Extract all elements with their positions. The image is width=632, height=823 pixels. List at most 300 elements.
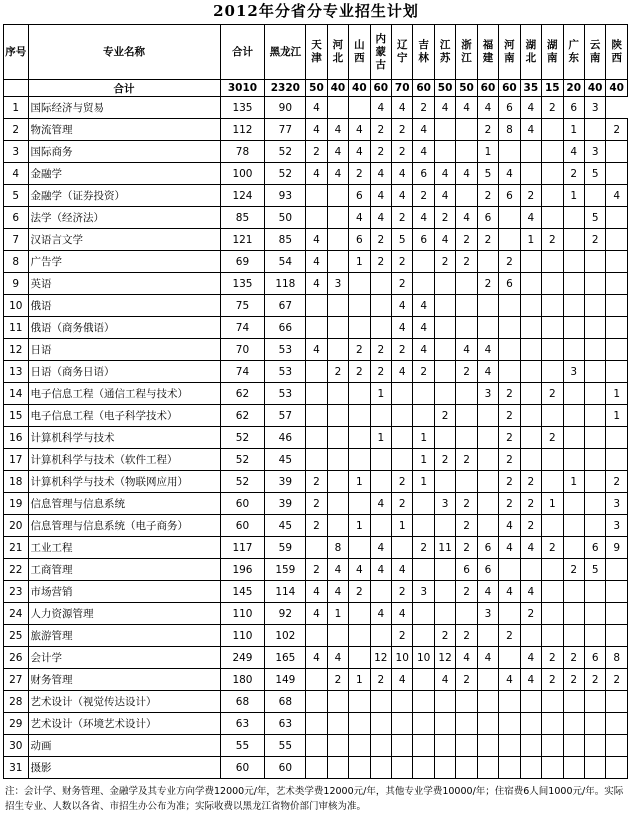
row-count: 2: [370, 119, 391, 141]
row-count: 2: [349, 581, 370, 603]
row-count: 2: [456, 515, 477, 537]
row-count: 4: [413, 141, 434, 163]
header-province: 河北: [327, 25, 348, 80]
row-count: [477, 317, 498, 339]
table-row: [4, 339, 628, 361]
row-count: [542, 625, 563, 647]
row-count: [413, 757, 434, 779]
row-count: 6: [413, 163, 434, 185]
row-count: 3: [327, 273, 348, 295]
row-count: 2: [477, 119, 498, 141]
row-count: [327, 515, 348, 537]
row-count: [584, 515, 605, 537]
row-total: 249: [220, 647, 265, 669]
row-count: [584, 603, 605, 625]
row-seq: 25: [4, 625, 29, 647]
row-count: 1: [349, 515, 370, 537]
row-count: [349, 427, 370, 449]
row-count: [542, 449, 563, 471]
row-count: [520, 163, 541, 185]
row-count: [606, 207, 628, 229]
row-count: 1: [520, 229, 541, 251]
row-count: [542, 119, 563, 141]
row-count: 4: [413, 339, 434, 361]
row-count: 2: [456, 251, 477, 273]
table-row: [4, 361, 628, 383]
row-count: 52: [265, 141, 306, 163]
row-count: [499, 207, 520, 229]
row-seq: 15: [4, 405, 29, 427]
header-province: 江苏: [434, 25, 455, 80]
row-count: [606, 229, 628, 251]
row-seq: 2: [4, 119, 29, 141]
row-count: 2: [499, 383, 520, 405]
row-count: [606, 361, 628, 383]
row-total: 52: [220, 427, 265, 449]
row-count: [306, 757, 327, 779]
row-count: 2: [392, 141, 413, 163]
row-count: 2: [327, 361, 348, 383]
row-count: [456, 735, 477, 757]
row-count: [520, 625, 541, 647]
row-count: [520, 427, 541, 449]
row-count: 4: [499, 515, 520, 537]
row-major-name: 会计学: [28, 647, 220, 669]
row-count: [584, 273, 605, 295]
row-count: 53: [265, 361, 306, 383]
row-count: 5: [392, 229, 413, 251]
total-value: 60: [477, 80, 498, 97]
row-count: [520, 251, 541, 273]
row-count: [434, 383, 455, 405]
row-count: 4: [370, 185, 391, 207]
row-count: [327, 405, 348, 427]
row-major-name: 法学（经济法）: [28, 207, 220, 229]
row-count: [349, 383, 370, 405]
row-count: [327, 97, 348, 119]
table-row: [4, 207, 628, 229]
row-count: 2: [520, 603, 541, 625]
row-count: [327, 625, 348, 647]
row-count: 4: [392, 669, 413, 691]
row-count: [327, 427, 348, 449]
row-count: 2: [306, 141, 327, 163]
row-count: 53: [265, 383, 306, 405]
row-count: 6: [349, 229, 370, 251]
row-count: [584, 493, 605, 515]
row-count: 2: [606, 669, 628, 691]
table-row: [4, 625, 628, 647]
row-count: [306, 317, 327, 339]
row-count: 4: [392, 559, 413, 581]
row-count: [499, 317, 520, 339]
row-count: [349, 493, 370, 515]
row-major-name: 旅游管理: [28, 625, 220, 647]
row-count: 4: [392, 361, 413, 383]
row-major-name: 动画: [28, 735, 220, 757]
row-seq: 12: [4, 339, 29, 361]
row-count: [584, 361, 605, 383]
row-count: 2: [477, 185, 498, 207]
row-count: [413, 691, 434, 713]
row-count: [392, 713, 413, 735]
row-count: 2: [499, 405, 520, 427]
row-count: 2: [370, 669, 391, 691]
row-count: 1: [606, 383, 628, 405]
row-count: [413, 625, 434, 647]
row-count: 4: [392, 163, 413, 185]
row-count: 4: [520, 537, 541, 559]
row-count: [563, 515, 584, 537]
row-count: 52: [265, 163, 306, 185]
row-count: 2: [413, 361, 434, 383]
row-count: 6: [349, 185, 370, 207]
row-major-name: 人力资源管理: [28, 603, 220, 625]
row-count: [606, 449, 628, 471]
row-count: [584, 625, 605, 647]
row-count: 2: [434, 207, 455, 229]
row-count: [349, 317, 370, 339]
row-count: [327, 229, 348, 251]
row-count: [306, 449, 327, 471]
row-count: 2: [392, 251, 413, 273]
row-seq: 31: [4, 757, 29, 779]
table-row: [4, 471, 628, 493]
row-count: 4: [327, 163, 348, 185]
row-major-name: 信息管理与信息系统（电子商务）: [28, 515, 220, 537]
row-count: [520, 339, 541, 361]
row-count: [306, 185, 327, 207]
row-count: [434, 735, 455, 757]
total-seq: [4, 80, 29, 97]
row-count: [392, 537, 413, 559]
row-count: 6: [477, 537, 498, 559]
row-major-name: 广告学: [28, 251, 220, 273]
row-count: 4: [370, 163, 391, 185]
row-count: [306, 537, 327, 559]
row-count: [349, 273, 370, 295]
row-count: 2: [499, 625, 520, 647]
row-count: 6: [563, 97, 584, 119]
row-total: 60: [220, 515, 265, 537]
row-count: [327, 251, 348, 273]
row-total: 68: [220, 691, 265, 713]
row-count: 39: [265, 493, 306, 515]
row-count: 2: [392, 207, 413, 229]
row-seq: 11: [4, 317, 29, 339]
row-total: 62: [220, 383, 265, 405]
row-count: [499, 559, 520, 581]
row-count: [477, 713, 498, 735]
row-count: [542, 713, 563, 735]
row-count: 5: [584, 559, 605, 581]
row-major-name: 信息管理与信息系统: [28, 493, 220, 515]
row-count: [370, 273, 391, 295]
row-count: [477, 251, 498, 273]
row-count: 159: [265, 559, 306, 581]
row-count: [413, 713, 434, 735]
row-count: 6: [499, 97, 520, 119]
row-count: 4: [413, 207, 434, 229]
row-count: [327, 449, 348, 471]
row-seq: 22: [4, 559, 29, 581]
row-count: 4: [477, 581, 498, 603]
row-count: [584, 691, 605, 713]
row-count: [306, 207, 327, 229]
table-row: [4, 273, 628, 295]
row-count: [327, 493, 348, 515]
row-count: [584, 471, 605, 493]
row-count: 4: [520, 119, 541, 141]
row-count: [606, 581, 628, 603]
row-count: 2: [392, 471, 413, 493]
row-count: 4: [306, 97, 327, 119]
header-province: 湖北: [520, 25, 541, 80]
row-total: 74: [220, 361, 265, 383]
row-count: 6: [499, 273, 520, 295]
row-major-name: 汉语言文学: [28, 229, 220, 251]
row-count: [434, 471, 455, 493]
row-total: 63: [220, 713, 265, 735]
row-count: [520, 713, 541, 735]
row-count: [477, 669, 498, 691]
row-count: [392, 757, 413, 779]
row-major-name: 英语: [28, 273, 220, 295]
total-value: 2320: [265, 80, 306, 97]
row-count: [542, 163, 563, 185]
row-count: 102: [265, 625, 306, 647]
row-total: 52: [220, 471, 265, 493]
row-count: 6: [584, 647, 605, 669]
row-count: 67: [265, 295, 306, 317]
row-count: 2: [456, 669, 477, 691]
row-count: [434, 691, 455, 713]
table-row: [4, 515, 628, 537]
row-count: 4: [499, 581, 520, 603]
row-total: 180: [220, 669, 265, 691]
row-count: [434, 603, 455, 625]
row-count: [413, 603, 434, 625]
row-count: 1: [349, 471, 370, 493]
row-seq: 1: [4, 97, 29, 119]
table-row: [4, 295, 628, 317]
row-count: [563, 581, 584, 603]
row-count: 11: [434, 537, 455, 559]
row-major-name: 俄语: [28, 295, 220, 317]
row-count: [606, 251, 628, 273]
total-value: 40: [327, 80, 348, 97]
row-count: 2: [477, 273, 498, 295]
total-value: 70: [392, 80, 413, 97]
row-count: [306, 383, 327, 405]
row-count: [392, 691, 413, 713]
row-count: 85: [265, 229, 306, 251]
row-count: 63: [265, 713, 306, 735]
row-count: [456, 383, 477, 405]
row-count: [542, 361, 563, 383]
row-count: [542, 339, 563, 361]
row-count: 1: [563, 119, 584, 141]
header-total: 合计: [220, 25, 265, 80]
row-count: 4: [456, 647, 477, 669]
row-count: [477, 735, 498, 757]
row-count: [542, 581, 563, 603]
row-count: [327, 735, 348, 757]
row-count: [456, 273, 477, 295]
row-count: [456, 141, 477, 163]
row-major-name: 财务管理: [28, 669, 220, 691]
row-major-name: 金融学: [28, 163, 220, 185]
row-seq: 21: [4, 537, 29, 559]
row-count: [542, 273, 563, 295]
row-count: 2: [584, 229, 605, 251]
table-row: [4, 559, 628, 581]
row-count: 2: [392, 581, 413, 603]
row-count: 2: [456, 449, 477, 471]
row-major-name: 日语（商务日语）: [28, 361, 220, 383]
row-seq: 28: [4, 691, 29, 713]
row-count: [306, 295, 327, 317]
row-count: 1: [563, 471, 584, 493]
row-count: 2: [606, 119, 628, 141]
row-seq: 3: [4, 141, 29, 163]
row-seq: 19: [4, 493, 29, 515]
row-seq: 26: [4, 647, 29, 669]
row-count: [542, 603, 563, 625]
row-count: 1: [606, 405, 628, 427]
row-count: 2: [434, 449, 455, 471]
row-count: 1: [349, 251, 370, 273]
row-count: [392, 383, 413, 405]
table-row: [4, 185, 628, 207]
document-title: 2012年分省分专业招生计划: [213, 2, 419, 20]
row-count: [563, 229, 584, 251]
row-count: [584, 383, 605, 405]
total-value: 20: [563, 80, 584, 97]
total-value: 40: [584, 80, 605, 97]
total-label: 合计: [28, 80, 220, 97]
row-count: 4: [327, 119, 348, 141]
row-count: [584, 713, 605, 735]
header-province: 吉林: [413, 25, 434, 80]
row-count: [499, 295, 520, 317]
row-count: [306, 735, 327, 757]
row-seq: 4: [4, 163, 29, 185]
row-count: [542, 691, 563, 713]
row-count: [413, 735, 434, 757]
row-count: [542, 405, 563, 427]
row-count: 3: [477, 603, 498, 625]
row-count: 4: [520, 669, 541, 691]
row-count: [584, 735, 605, 757]
row-total: 196: [220, 559, 265, 581]
row-count: [392, 735, 413, 757]
header-province: 陕西: [606, 25, 628, 80]
row-count: 4: [520, 581, 541, 603]
row-count: [434, 559, 455, 581]
row-count: 90: [265, 97, 306, 119]
row-count: 6: [477, 207, 498, 229]
row-count: 2: [434, 405, 455, 427]
row-count: 3: [606, 515, 628, 537]
row-count: 4: [392, 185, 413, 207]
row-count: [520, 757, 541, 779]
row-count: [413, 383, 434, 405]
row-count: [542, 471, 563, 493]
row-count: [606, 625, 628, 647]
row-count: 4: [370, 603, 391, 625]
row-count: 1: [413, 449, 434, 471]
row-major-name: 计算机科学与技术: [28, 427, 220, 449]
row-count: 46: [265, 427, 306, 449]
header-province: 云南: [584, 25, 605, 80]
row-seq: 13: [4, 361, 29, 383]
footnote: 注：会计学、财务管理、金融学及其专业方向学费12000元/年，艺术类学费12000元/年，其他专业学费10000/年；住宿费6人间1000元/年。实际招生专业、人数以各省、市招生办公布为准；实际收费以黑龙江省物价部门审核为准。: [5, 786, 624, 812]
row-total: 145: [220, 581, 265, 603]
row-total: 62: [220, 405, 265, 427]
row-count: 93: [265, 185, 306, 207]
row-count: 2: [327, 669, 348, 691]
row-count: [542, 141, 563, 163]
row-count: [520, 559, 541, 581]
row-count: [520, 691, 541, 713]
row-count: [606, 427, 628, 449]
row-count: [349, 735, 370, 757]
row-count: [499, 757, 520, 779]
row-count: 10: [413, 647, 434, 669]
row-count: [327, 207, 348, 229]
row-count: [370, 581, 391, 603]
row-count: 2: [542, 669, 563, 691]
row-count: 4: [477, 647, 498, 669]
row-count: 4: [499, 669, 520, 691]
row-count: 6: [477, 559, 498, 581]
row-count: [392, 405, 413, 427]
row-seq: 7: [4, 229, 29, 251]
row-seq: 29: [4, 713, 29, 735]
table-row: [4, 757, 628, 779]
row-count: 114: [265, 581, 306, 603]
row-count: [563, 691, 584, 713]
row-count: [606, 559, 628, 581]
row-count: 92: [265, 603, 306, 625]
table-body: [4, 80, 628, 779]
row-count: [477, 493, 498, 515]
row-major-name: 市场营销: [28, 581, 220, 603]
row-count: [477, 625, 498, 647]
row-count: 4: [306, 581, 327, 603]
row-count: [456, 603, 477, 625]
row-count: [306, 625, 327, 647]
row-count: [542, 207, 563, 229]
row-count: [499, 735, 520, 757]
row-count: [606, 713, 628, 735]
row-count: 4: [434, 669, 455, 691]
row-count: 4: [477, 361, 498, 383]
row-major-name: 计算机科学与技术（软件工程）: [28, 449, 220, 471]
row-count: [349, 647, 370, 669]
row-count: 6: [499, 185, 520, 207]
row-count: 2: [542, 383, 563, 405]
row-count: 3: [434, 493, 455, 515]
row-count: 4: [306, 647, 327, 669]
row-count: [563, 339, 584, 361]
row-count: 4: [434, 185, 455, 207]
row-count: 2: [456, 493, 477, 515]
row-count: [563, 537, 584, 559]
row-total: 78: [220, 141, 265, 163]
row-count: 2: [456, 581, 477, 603]
